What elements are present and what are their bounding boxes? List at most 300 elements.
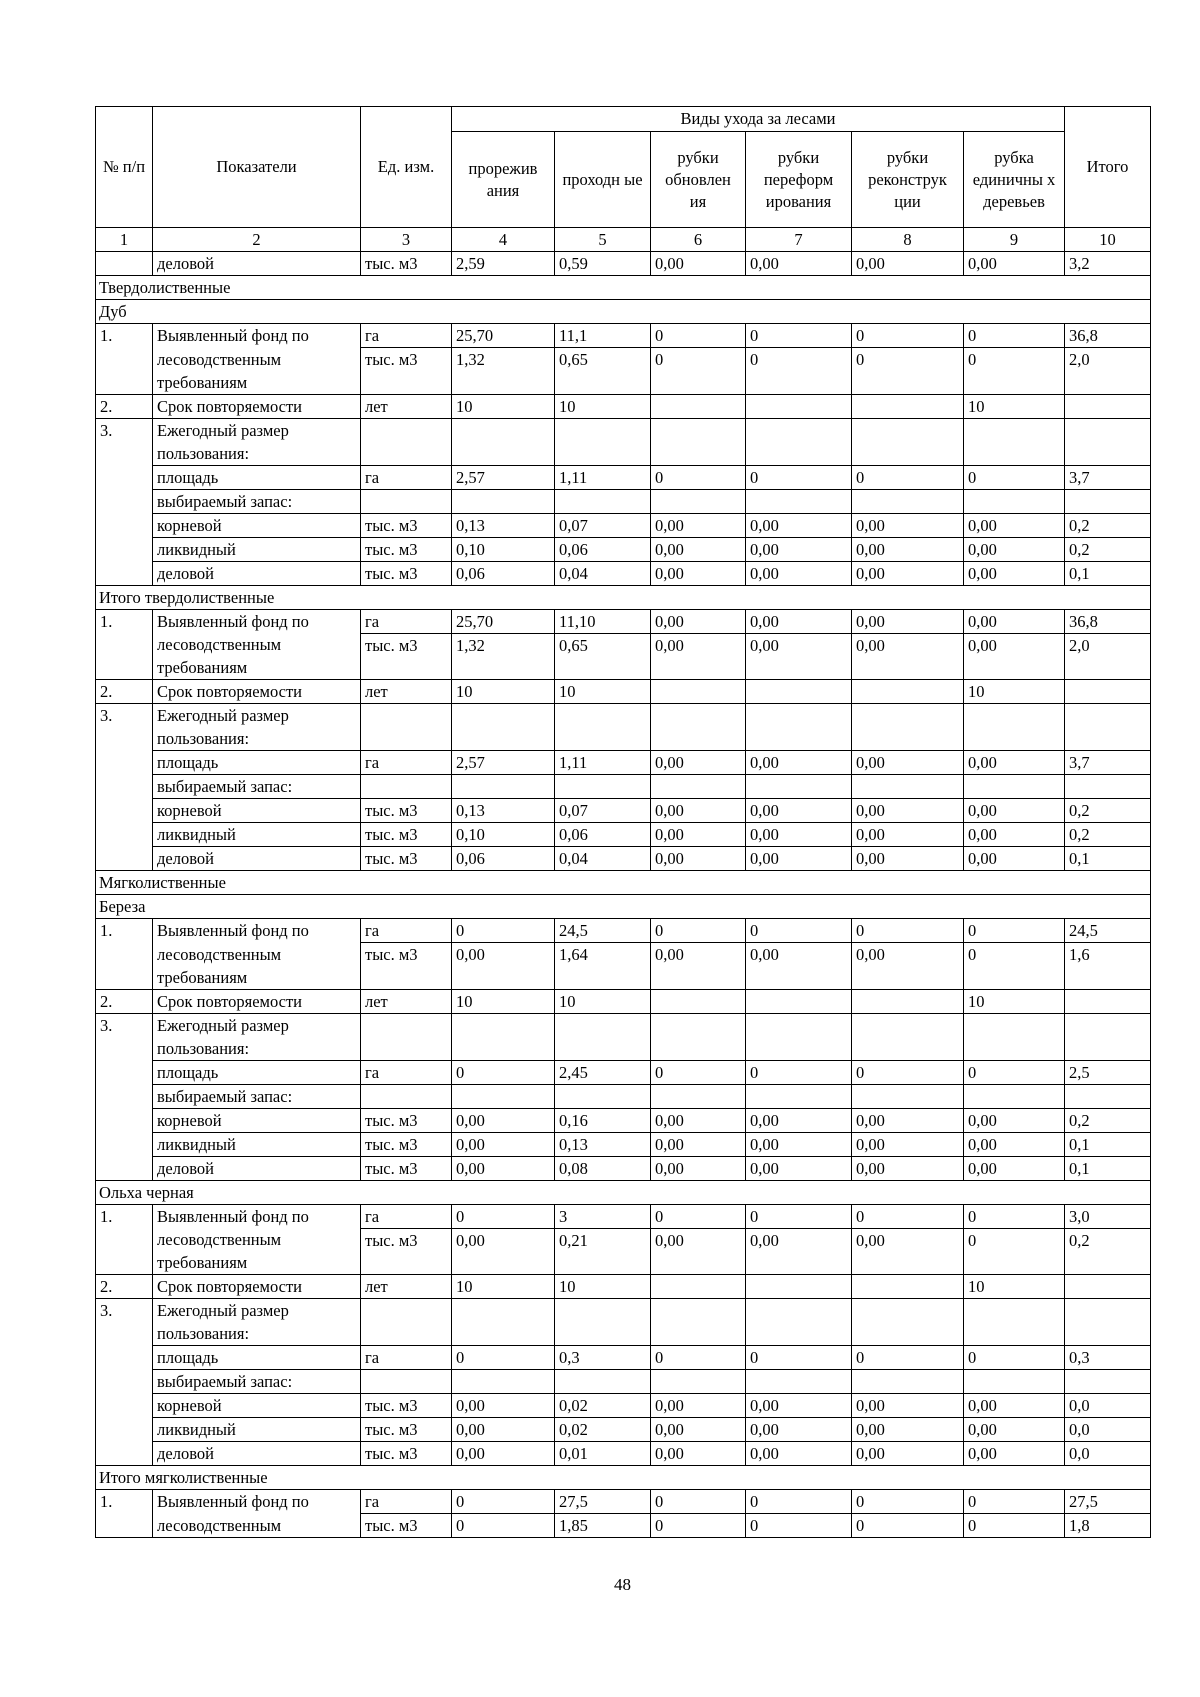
indicator-line: лесоводственным bbox=[157, 944, 282, 964]
value-cell: 0,0 bbox=[1065, 1442, 1151, 1466]
section-heading: Мягколиственные bbox=[96, 871, 1151, 895]
indicator-cell: деловой bbox=[153, 847, 361, 871]
indicator-cell: корневой bbox=[153, 1108, 361, 1132]
table-row bbox=[96, 799, 1151, 823]
empty-cell bbox=[1065, 704, 1151, 751]
value-cell: 0,2 bbox=[1065, 799, 1151, 823]
num-cell: 1. bbox=[96, 919, 153, 990]
indicator-cell: ликвидный bbox=[153, 823, 361, 847]
indicator-cell: выбираемый запас: bbox=[153, 1084, 361, 1108]
value-cell: 0,00 bbox=[852, 1132, 964, 1156]
header-unit: Ед. изм. bbox=[361, 107, 452, 228]
section-row bbox=[96, 1466, 1151, 1490]
value-cell: 0,06 bbox=[452, 561, 555, 585]
empty-cell bbox=[852, 1299, 964, 1346]
unit-cell bbox=[361, 704, 452, 751]
table-row bbox=[96, 609, 1151, 633]
header-col-reform: рубки переформ ирования bbox=[746, 132, 852, 228]
value-cell: 0 bbox=[964, 943, 1065, 990]
empty-cell bbox=[1065, 489, 1151, 513]
empty-cell bbox=[555, 1084, 651, 1108]
unit-cell: тыс. м3 bbox=[361, 1108, 452, 1132]
empty-cell bbox=[852, 704, 964, 751]
unit-cell: тыс. м3 bbox=[361, 537, 452, 561]
table-row bbox=[96, 537, 1151, 561]
unit-cell: тыс. м3 bbox=[361, 633, 452, 680]
value-cell: 0,65 bbox=[555, 348, 651, 395]
empty-cell bbox=[746, 489, 852, 513]
value-cell: 0,00 bbox=[964, 1442, 1065, 1466]
table-row bbox=[96, 1084, 1151, 1108]
table-row bbox=[96, 1228, 1151, 1275]
value-cell: 0,00 bbox=[852, 633, 964, 680]
value-cell: 0,00 bbox=[852, 609, 964, 633]
value-cell: 0,00 bbox=[651, 1156, 746, 1180]
unit-cell: лет bbox=[361, 1275, 452, 1299]
value-cell: 0,06 bbox=[555, 823, 651, 847]
unit-cell: тыс. м3 bbox=[361, 943, 452, 990]
value-cell: 0,00 bbox=[746, 609, 852, 633]
value-cell: 0,1 bbox=[1065, 561, 1151, 585]
table-row bbox=[96, 513, 1151, 537]
empty-cell bbox=[1065, 1370, 1151, 1394]
value-cell: 0,2 bbox=[1065, 1228, 1151, 1275]
header-col-renewal: рубки обновлен ия bbox=[651, 132, 746, 228]
value-cell: 0,00 bbox=[746, 252, 852, 276]
table-row bbox=[96, 1394, 1151, 1418]
value-cell: 0,00 bbox=[746, 1442, 852, 1466]
value-cell: 0 bbox=[651, 465, 746, 489]
value-cell: 0,00 bbox=[964, 609, 1065, 633]
column-number-row bbox=[96, 228, 1151, 252]
value-cell: 25,70 bbox=[452, 324, 555, 348]
value-cell: 0,00 bbox=[746, 1156, 852, 1180]
value-cell: 0,04 bbox=[555, 847, 651, 871]
value-cell: 2,57 bbox=[452, 465, 555, 489]
value-cell: 0,00 bbox=[651, 633, 746, 680]
value-cell: 2,45 bbox=[555, 1060, 651, 1084]
empty-cell bbox=[852, 1084, 964, 1108]
indicator-cell: Ежегодный размер пользования: bbox=[153, 704, 361, 751]
value-cell: 1,6 bbox=[1065, 943, 1151, 990]
value-cell: 0,00 bbox=[651, 847, 746, 871]
unit-cell: тыс. м3 bbox=[361, 823, 452, 847]
table-row bbox=[96, 1013, 1151, 1060]
section-row bbox=[96, 585, 1151, 609]
table-row bbox=[96, 633, 1151, 680]
column-number: 2 bbox=[153, 228, 361, 252]
value-cell: 0 bbox=[651, 919, 746, 943]
value-cell: 0,00 bbox=[452, 1418, 555, 1442]
value-cell: 0,00 bbox=[852, 823, 964, 847]
value-cell: 0,00 bbox=[746, 751, 852, 775]
table-body bbox=[96, 252, 1151, 1538]
value-cell: 0,10 bbox=[452, 537, 555, 561]
value-cell: 0,59 bbox=[555, 252, 651, 276]
header-group: Виды ухода за лесами bbox=[452, 107, 1065, 132]
indicator-line: требованиям bbox=[157, 1253, 248, 1272]
value-cell: 11,10 bbox=[555, 609, 651, 633]
unit-cell: тыс. м3 bbox=[361, 348, 452, 395]
indicator-cell: площадь bbox=[153, 751, 361, 775]
value-cell: 0 bbox=[852, 324, 964, 348]
table-row bbox=[96, 1490, 1151, 1514]
value-cell bbox=[746, 394, 852, 418]
table-row bbox=[96, 751, 1151, 775]
value-cell: 0,00 bbox=[852, 1228, 964, 1275]
indicator-line: лесоводственным bbox=[157, 635, 282, 654]
value-cell: 0 bbox=[746, 348, 852, 395]
empty-cell bbox=[452, 775, 555, 799]
value-cell: 0,00 bbox=[852, 513, 964, 537]
empty-cell bbox=[1065, 1013, 1151, 1060]
value-cell: 0,00 bbox=[746, 1108, 852, 1132]
value-cell bbox=[651, 1275, 746, 1299]
value-cell bbox=[1065, 680, 1151, 704]
empty-cell bbox=[651, 1084, 746, 1108]
unit-cell bbox=[361, 1299, 452, 1346]
column-number: 10 bbox=[1065, 228, 1151, 252]
subsection-heading: Дуб bbox=[96, 300, 1151, 324]
empty-cell bbox=[746, 704, 852, 751]
empty-cell bbox=[555, 1013, 651, 1060]
value-cell: 3,7 bbox=[1065, 751, 1151, 775]
indicator-cell: площадь bbox=[153, 465, 361, 489]
indicator-cell bbox=[153, 348, 361, 395]
unit-cell: тыс. м3 bbox=[361, 1514, 452, 1538]
indicator-cell: Ежегодный размер пользования: bbox=[153, 418, 361, 465]
value-cell: 10 bbox=[452, 394, 555, 418]
value-cell: 0 bbox=[852, 919, 964, 943]
num-cell: 3. bbox=[96, 1299, 153, 1466]
value-cell: 0,00 bbox=[852, 1108, 964, 1132]
unit-cell bbox=[361, 775, 452, 799]
indicator-cell: Выявленный фонд по bbox=[153, 919, 361, 943]
num-cell: 3. bbox=[96, 418, 153, 585]
value-cell: 24,5 bbox=[555, 919, 651, 943]
table-row bbox=[96, 1442, 1151, 1466]
value-cell: 0,2 bbox=[1065, 1108, 1151, 1132]
empty-cell bbox=[852, 418, 964, 465]
indicator-cell: корневой bbox=[153, 513, 361, 537]
value-cell: 0 bbox=[852, 1514, 964, 1538]
table-row bbox=[96, 252, 1151, 276]
value-cell: 0 bbox=[651, 1204, 746, 1228]
value-cell: 0,00 bbox=[964, 513, 1065, 537]
value-cell: 0 bbox=[964, 324, 1065, 348]
empty-cell bbox=[452, 1084, 555, 1108]
value-cell: 2,59 bbox=[452, 252, 555, 276]
unit-cell: тыс. м3 bbox=[361, 513, 452, 537]
value-cell: 0 bbox=[852, 1346, 964, 1370]
num-cell: 2. bbox=[96, 989, 153, 1013]
table-row bbox=[96, 489, 1151, 513]
value-cell: 0,00 bbox=[746, 561, 852, 585]
value-cell: 0,00 bbox=[964, 1418, 1065, 1442]
value-cell: 0 bbox=[964, 1204, 1065, 1228]
subsection-row bbox=[96, 300, 1151, 324]
value-cell: 0,06 bbox=[452, 847, 555, 871]
indicator-cell: площадь bbox=[153, 1060, 361, 1084]
table-row bbox=[96, 465, 1151, 489]
value-cell: 0 bbox=[746, 1204, 852, 1228]
value-cell: 0,2 bbox=[1065, 513, 1151, 537]
value-cell: 0,00 bbox=[651, 561, 746, 585]
empty-cell bbox=[1065, 1084, 1151, 1108]
unit-cell: га bbox=[361, 609, 452, 633]
indicator-cell: выбираемый запас: bbox=[153, 489, 361, 513]
unit-cell: га bbox=[361, 324, 452, 348]
table-row bbox=[96, 775, 1151, 799]
num-cell: 1. bbox=[96, 1490, 153, 1538]
empty-cell bbox=[651, 489, 746, 513]
value-cell: 0,00 bbox=[746, 1132, 852, 1156]
value-cell: 0 bbox=[651, 1346, 746, 1370]
value-cell: 0,65 bbox=[555, 633, 651, 680]
section-heading: Итого мягколиственные bbox=[96, 1466, 1151, 1490]
column-number: 6 bbox=[651, 228, 746, 252]
value-cell: 0,13 bbox=[452, 513, 555, 537]
value-cell: 0,00 bbox=[651, 823, 746, 847]
value-cell: 0,00 bbox=[452, 1442, 555, 1466]
empty-cell bbox=[452, 1013, 555, 1060]
table-row bbox=[96, 1418, 1151, 1442]
table-row bbox=[96, 847, 1151, 871]
num-cell: 2. bbox=[96, 1275, 153, 1299]
empty-cell bbox=[555, 418, 651, 465]
value-cell: 0,00 bbox=[651, 609, 746, 633]
value-cell: 0,00 bbox=[651, 799, 746, 823]
value-cell: 10 bbox=[555, 680, 651, 704]
value-cell: 0,07 bbox=[555, 799, 651, 823]
empty-cell bbox=[964, 1013, 1065, 1060]
value-cell: 0,00 bbox=[964, 847, 1065, 871]
table-row bbox=[96, 561, 1151, 585]
value-cell: 0,1 bbox=[1065, 1156, 1151, 1180]
subsection-heading: Ольха черная bbox=[96, 1180, 1151, 1204]
value-cell: 36,8 bbox=[1065, 324, 1151, 348]
value-cell: 0,04 bbox=[555, 561, 651, 585]
value-cell: 0,00 bbox=[852, 252, 964, 276]
empty-cell bbox=[964, 775, 1065, 799]
value-cell: 0,00 bbox=[746, 537, 852, 561]
unit-cell: тыс. м3 bbox=[361, 561, 452, 585]
indicator-cell: Срок повторяемости bbox=[153, 680, 361, 704]
empty-cell bbox=[746, 1299, 852, 1346]
value-cell: 1,11 bbox=[555, 465, 651, 489]
indicator-cell: Срок повторяемости bbox=[153, 394, 361, 418]
value-cell: 0,02 bbox=[555, 1418, 651, 1442]
value-cell: 0,00 bbox=[852, 561, 964, 585]
value-cell: 0,00 bbox=[964, 1132, 1065, 1156]
empty-cell bbox=[555, 1370, 651, 1394]
empty-cell bbox=[452, 1370, 555, 1394]
value-cell: 25,70 bbox=[452, 609, 555, 633]
table-row bbox=[96, 1275, 1151, 1299]
empty-cell bbox=[1065, 1299, 1151, 1346]
empty-cell bbox=[852, 775, 964, 799]
column-number: 5 bbox=[555, 228, 651, 252]
value-cell: 0,00 bbox=[651, 537, 746, 561]
value-cell: 10 bbox=[555, 989, 651, 1013]
forest-care-table bbox=[95, 106, 1151, 1538]
num-cell bbox=[96, 252, 153, 276]
value-cell: 0,21 bbox=[555, 1228, 651, 1275]
indicator-line: требованиям bbox=[157, 967, 248, 987]
value-cell: 0 bbox=[964, 1490, 1065, 1514]
value-cell: 0,00 bbox=[964, 561, 1065, 585]
section-heading: Твердолиственные bbox=[96, 276, 1151, 300]
num-cell: 2. bbox=[96, 680, 153, 704]
value-cell: 0,00 bbox=[852, 943, 964, 990]
value-cell: 0 bbox=[746, 919, 852, 943]
empty-cell bbox=[651, 1299, 746, 1346]
value-cell bbox=[852, 989, 964, 1013]
value-cell: 0,00 bbox=[964, 537, 1065, 561]
indicator-line: лесоводственным bbox=[157, 1230, 282, 1249]
value-cell: 1,85 bbox=[555, 1514, 651, 1538]
indicator-cell: корневой bbox=[153, 799, 361, 823]
value-cell: 0 bbox=[964, 919, 1065, 943]
column-number: 7 bbox=[746, 228, 852, 252]
value-cell: 0,00 bbox=[852, 537, 964, 561]
table-row bbox=[96, 394, 1151, 418]
empty-cell bbox=[452, 418, 555, 465]
table-row bbox=[96, 989, 1151, 1013]
empty-cell bbox=[452, 704, 555, 751]
table-row bbox=[96, 324, 1151, 348]
value-cell: 10 bbox=[964, 680, 1065, 704]
value-cell: 0,00 bbox=[452, 1108, 555, 1132]
value-cell: 0,08 bbox=[555, 1156, 651, 1180]
value-cell: 0 bbox=[746, 324, 852, 348]
table-row bbox=[96, 1204, 1151, 1228]
indicator-cell: корневой bbox=[153, 1394, 361, 1418]
indicator-cell: Срок повторяемости bbox=[153, 1275, 361, 1299]
empty-cell bbox=[746, 775, 852, 799]
section-row bbox=[96, 276, 1151, 300]
value-cell: 0,3 bbox=[1065, 1346, 1151, 1370]
value-cell bbox=[746, 1275, 852, 1299]
value-cell: 0,2 bbox=[1065, 823, 1151, 847]
value-cell: 0,00 bbox=[452, 1132, 555, 1156]
unit-cell: га bbox=[361, 919, 452, 943]
value-cell: 10 bbox=[555, 394, 651, 418]
unit-cell: тыс. м3 bbox=[361, 1418, 452, 1442]
value-cell: 0,13 bbox=[555, 1132, 651, 1156]
value-cell bbox=[651, 394, 746, 418]
empty-cell bbox=[555, 489, 651, 513]
subsection-heading: Береза bbox=[96, 895, 1151, 919]
unit-cell: тыс. м3 bbox=[361, 1394, 452, 1418]
empty-cell bbox=[746, 418, 852, 465]
indicator-cell bbox=[153, 633, 361, 680]
value-cell: 0,00 bbox=[746, 1228, 852, 1275]
empty-cell bbox=[964, 704, 1065, 751]
table-row bbox=[96, 704, 1151, 751]
indicator-line: требованиям bbox=[157, 658, 248, 677]
indicator-cell: Выявленный фонд по bbox=[153, 609, 361, 633]
indicator-cell: деловой bbox=[153, 252, 361, 276]
value-cell: 0,00 bbox=[964, 1394, 1065, 1418]
indicator-cell: ликвидный bbox=[153, 1132, 361, 1156]
indicator-cell: Срок повторяемости bbox=[153, 989, 361, 1013]
column-number: 8 bbox=[852, 228, 964, 252]
value-cell bbox=[1065, 989, 1151, 1013]
value-cell: 0 bbox=[651, 1490, 746, 1514]
value-cell: 0,00 bbox=[746, 823, 852, 847]
value-cell: 0,00 bbox=[746, 1418, 852, 1442]
value-cell bbox=[651, 989, 746, 1013]
value-cell: 0 bbox=[452, 1346, 555, 1370]
value-cell: 0,00 bbox=[746, 633, 852, 680]
value-cell: 27,5 bbox=[1065, 1490, 1151, 1514]
value-cell: 0,00 bbox=[964, 1108, 1065, 1132]
num-cell: 1. bbox=[96, 609, 153, 680]
indicator-cell: выбираемый запас: bbox=[153, 1370, 361, 1394]
value-cell: 10 bbox=[555, 1275, 651, 1299]
value-cell: 27,5 bbox=[555, 1490, 651, 1514]
value-cell: 24,5 bbox=[1065, 919, 1151, 943]
empty-cell bbox=[852, 1013, 964, 1060]
header-num: № п/п bbox=[96, 107, 153, 228]
value-cell: 3 bbox=[555, 1204, 651, 1228]
unit-cell: лет bbox=[361, 989, 452, 1013]
subsection-row bbox=[96, 1180, 1151, 1204]
empty-cell bbox=[651, 1370, 746, 1394]
empty-cell bbox=[1065, 775, 1151, 799]
header-col-single-trees: рубка единичны х деревьев bbox=[964, 132, 1065, 228]
unit-cell: лет bbox=[361, 680, 452, 704]
num-cell: 1. bbox=[96, 324, 153, 395]
empty-cell bbox=[555, 704, 651, 751]
value-cell: 0,00 bbox=[852, 1442, 964, 1466]
value-cell: 0 bbox=[852, 465, 964, 489]
value-cell: 1,32 bbox=[452, 633, 555, 680]
value-cell: 0 bbox=[964, 1228, 1065, 1275]
header-col-reconstruction: рубки реконструк ции bbox=[852, 132, 964, 228]
num-cell: 1. bbox=[96, 1204, 153, 1275]
value-cell bbox=[651, 680, 746, 704]
value-cell: 0,00 bbox=[452, 943, 555, 990]
value-cell: 0,00 bbox=[746, 943, 852, 990]
empty-cell bbox=[452, 489, 555, 513]
value-cell: 0 bbox=[452, 919, 555, 943]
value-cell: 0,00 bbox=[964, 633, 1065, 680]
value-cell: 2,5 bbox=[1065, 1060, 1151, 1084]
value-cell: 0,3 bbox=[555, 1346, 651, 1370]
value-cell: 2,0 bbox=[1065, 633, 1151, 680]
value-cell bbox=[852, 394, 964, 418]
empty-cell bbox=[964, 489, 1065, 513]
unit-cell: га bbox=[361, 1204, 452, 1228]
empty-cell bbox=[852, 489, 964, 513]
value-cell: 0,00 bbox=[746, 513, 852, 537]
empty-cell bbox=[452, 1299, 555, 1346]
value-cell: 0,00 bbox=[651, 1228, 746, 1275]
page-number: 48 bbox=[614, 1575, 631, 1594]
value-cell: 2,57 bbox=[452, 751, 555, 775]
indicator-cell: Выявленный фонд по bbox=[153, 1204, 361, 1228]
unit-cell bbox=[361, 1084, 452, 1108]
empty-cell bbox=[964, 1084, 1065, 1108]
value-cell bbox=[1065, 1275, 1151, 1299]
table-row bbox=[96, 919, 1151, 943]
column-number: 9 bbox=[964, 228, 1065, 252]
value-cell: 0,00 bbox=[964, 1156, 1065, 1180]
value-cell: 0 bbox=[452, 1204, 555, 1228]
table-row bbox=[96, 418, 1151, 465]
